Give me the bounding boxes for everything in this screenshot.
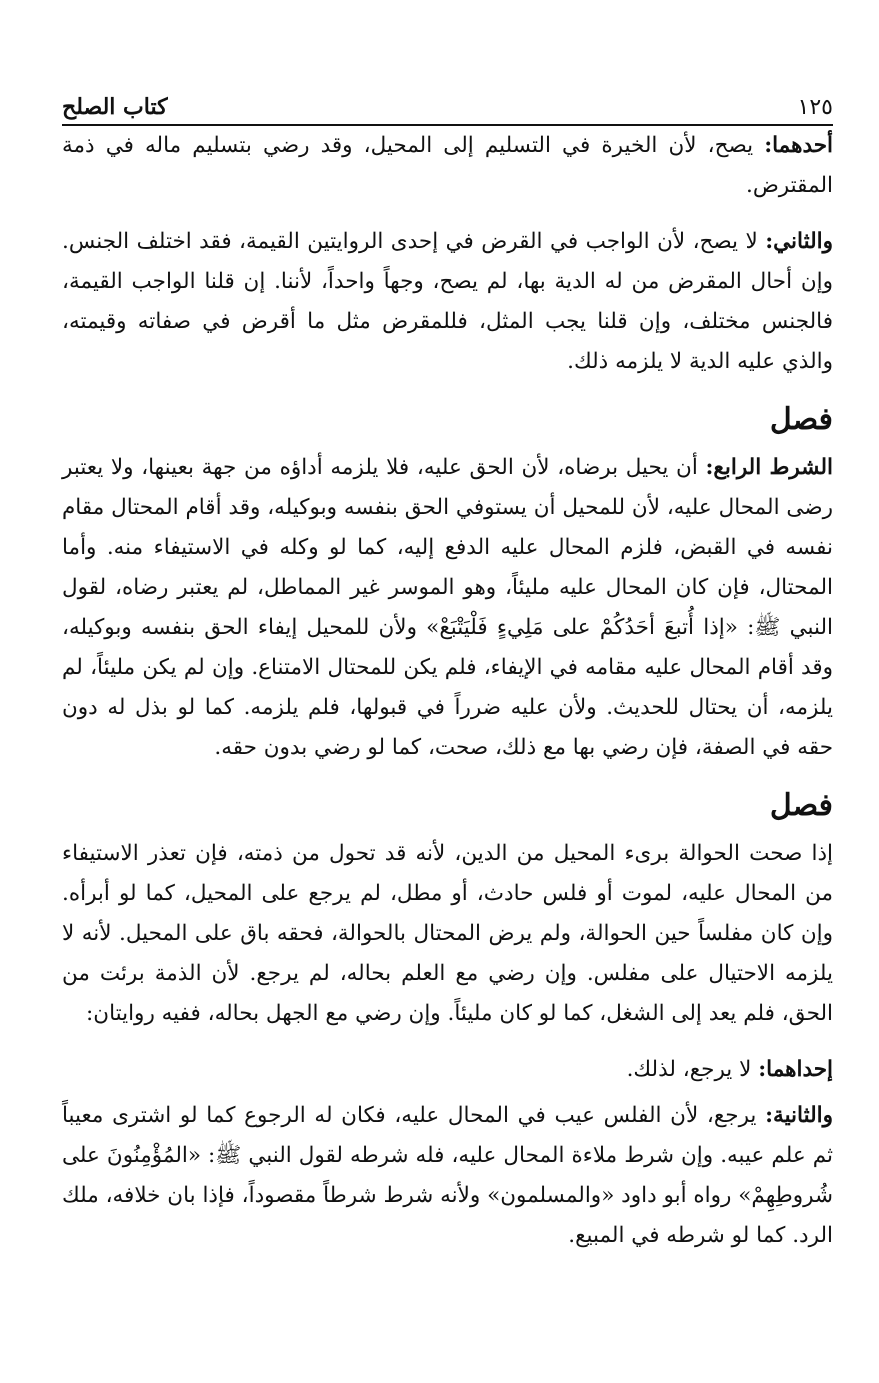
paragraph-first-opinion xyxy=(62,126,833,206)
paragraph-text: إذا صحت الحوالة برىء المحيل من الدين، لأنه قد تحول من ذمته، فإن تعذر الاستيفاء من المحال عليه، لموت أو فلس حادث، أو مطل، لم يرجع على المحيل، كما لو أبرأه. وإن كان مفلساً حين الحوالة، ولم يرض المحتال بالحوالة، فحقه باق على المحيل. لأنه لا يلزمه الاحتيال على مفلس. وإن رضي مع العلم بحاله، لم يرجع. لأن الذمة برئت من الحق، فلم يعد إلى الشغل، كما لو كان مليئاً. وإن رضي مع الجهل بحاله، ففيه روايتان: xyxy=(62,841,833,1026)
paragraph-lead: الشرط الرابع: xyxy=(705,455,833,480)
page-body xyxy=(62,126,833,1272)
paragraph-lead: أحدهما: xyxy=(764,133,833,158)
paragraph-text: يرجع، لأن الفلس عيب في المحال عليه، فكان له الرجوع كما لو اشترى معيباً ثم علم عيبه. وإن شرط ملاءة المحال عليه، فله شرطه لقول النبي ﷺ: «المُؤْمِنُونَ على شُروطِهِمْ» رواه أبو داود «والمسلمون» ولأنه شرط شرطاً مقصوداً، فإذا بان خلافه، ملك الرد. كما لو شرطه في المبيع. xyxy=(62,1103,833,1248)
page-header xyxy=(62,72,833,126)
paragraph-fourth-condition xyxy=(62,448,833,768)
paragraph-text: لا يرجع، لذلك. xyxy=(626,1057,759,1082)
section-heading: فصل xyxy=(769,402,833,437)
paragraph-first-narration xyxy=(62,1050,833,1090)
paragraph-hawala-validity xyxy=(62,834,833,1034)
chapter-title: كتاب الصلح xyxy=(62,94,168,120)
paragraph-text: يصح، لأن الخيرة في التسليم إلى المحيل، وقد رضي بتسليم ماله في ذمة المقترض. xyxy=(62,133,833,198)
paragraph-second-opinion xyxy=(62,222,833,382)
section-heading: فصل xyxy=(769,788,833,823)
paragraph-text: أن يحيل برضاه، لأن الحق عليه، فلا يلزمه أداؤه من جهة بعينها، ولا يعتبر رضى المحال عليه، لأن للمحيل أن يستوفي الحق بنفسه وبوكيله، وقد أقام المحتال مقام نفسه في القبض، فلزم المحال عليه الدفع إليه، كما لو وكله في الاستيفاء منه. وأما المحتال، فإن كان المحال عليه مليئاً، وهو الموسر غير المماطل، لم يعتبر رضاه، لقول النبي ﷺ: «إذا أُتبعَ أحَدُكُمْ على مَلِيءٍ فَلْيَتْبَعْ» ولأن للمحيل إيفاء الحق بنفسه وبوكيله، وقد أقام المحال عليه مقامه في الإيفاء، فلم يكن للمحتال الامتناع. وإن لم يكن مليئاً، لم يلزمه، أن يحتال للحديث. ولأن عليه ضرراً في قبولها، فلم يلزمه. كما لو بذل له دون حقه في الصفة، فإن رضي بها مع ذلك، صحت، كما لو رضي بدون حقه. xyxy=(62,455,833,760)
paragraph-second-narration xyxy=(62,1096,833,1256)
paragraph-lead: إحداهما: xyxy=(758,1057,833,1082)
page-number: ١٢٥ xyxy=(797,95,833,120)
paragraph-text: لا يصح، لأن الواجب في القرض في إحدى الروايتين القيمة، فقد اختلف الجنس. وإن أحال المقرض من له الدية بها، لم يصح، وجهاً واحداً، لأننا. إن قلنا الواجب القيمة، فالجنس مختلف، وإن قلنا يجب المثل، فللمقرض مثل ما أقرض في صفاته وقيمته، والذي عليه الدية لا يلزمه ذلك. xyxy=(62,229,833,374)
paragraph-lead: والثانية: xyxy=(765,1103,833,1128)
paragraph-lead: والثاني: xyxy=(765,229,833,254)
